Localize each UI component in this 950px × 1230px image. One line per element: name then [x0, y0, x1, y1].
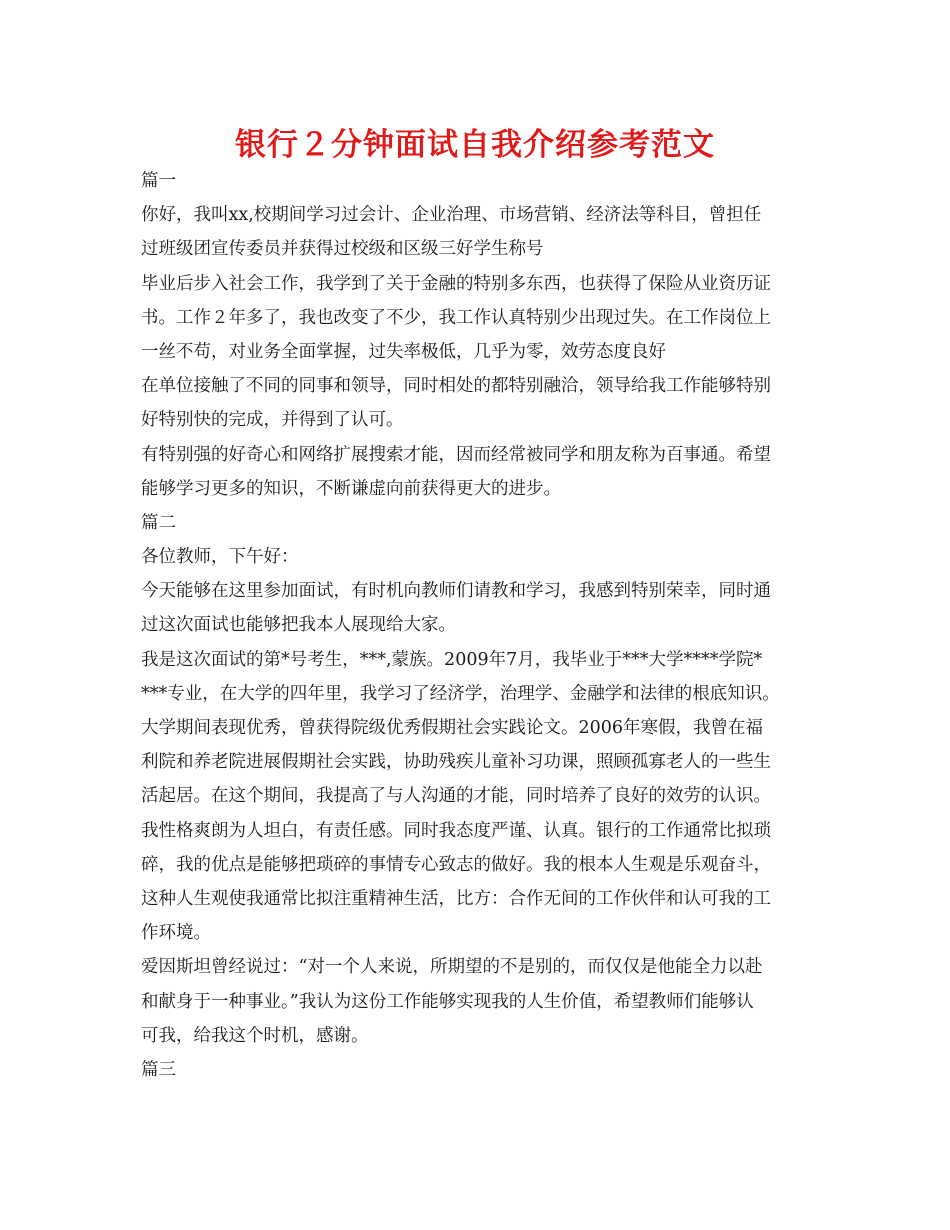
section-heading-3: 篇三 — [141, 1059, 176, 1080]
paragraph-line: 书。工作２年多了，我也改变了不少，我工作认真特别少出现过失。在工作岗位上 — [141, 307, 771, 328]
paragraph-line: 有特别强的好奇心和网络扩展搜索才能，因而经常被同学和朋友称为百事通。希望 — [141, 444, 771, 465]
paragraph-line: 好特别快的完成，并得到了认可。 — [141, 410, 404, 431]
paragraph-line: 活起居。在这个期间，我提高了与人沟通的才能，同时培养了良好的效劳的认识。 — [141, 786, 771, 807]
paragraph-line: 各位教师，下午好： — [141, 547, 299, 568]
paragraph-line: 一丝不苟，对业务全面掌握，过失率极低，几乎为零，效劳态度良好 — [141, 341, 666, 362]
document-body — [141, 164, 821, 1087]
paragraph-line: 作环境。 — [141, 923, 211, 944]
paragraph-line: 毕业后步入社会工作，我学到了关于金融的特别多东西，也获得了保险从业资历证 — [141, 273, 771, 294]
paragraph-line: 在单位接触了不同的同事和领导，同时相处的都特别融洽，领导给我工作能够特别 — [141, 376, 771, 397]
paragraph-line: 我是这次面试的第*号考生，***,蒙族。2009年7月，我毕业于***大学****学院* — [141, 649, 763, 670]
paragraph-line: 利院和养老院进展假期社会实践，协助残疾儿童补习功课，照顾孤寡老人的一些生 — [141, 752, 771, 773]
paragraph-line: ***专业，在大学的四年里，我学习了经济学，治理学、金融学和法律的根底知识。 — [141, 683, 780, 704]
paragraph-line: 爱因斯坦曾经说过：“对一个人来说，所期望的不是别的，而仅仅是他能全力以赴 — [141, 957, 763, 978]
paragraph-line: 和献身于一种事业。”我认为这份工作能够实现我的人生价值，希望教师们能够认 — [141, 991, 754, 1012]
paragraph-line: 过班级团宣传委员并获得过校级和区级三好学生称号 — [141, 239, 544, 260]
document-title: 银行２分钟面试自我介绍参考范文 — [235, 127, 715, 163]
paragraph-line: 大学期间表现优秀，曾获得院级优秀假期社会实践论文。2006年寒假，我曾在福 — [141, 718, 764, 738]
paragraph-line: 可我，给我这个时机，感谢。 — [141, 1025, 369, 1046]
section-heading-1: 篇一 — [141, 171, 176, 191]
section-heading-2: 篇二 — [141, 512, 176, 533]
paragraph-line: 过这次面试也能够把我本人展现给大家。 — [141, 615, 456, 636]
paragraph-line: 能够学习更多的知识，不断谦虚向前获得更大的进步。 — [141, 478, 561, 499]
paragraph-line: 你好，我叫xx,校期间学习过会计、企业治理、市场营销、经济法等科目，曾担任 — [141, 205, 762, 226]
paragraph-line: 今天能够在这里参加面试，有时机向教师们请教和学习，我感到特别荣幸，同时通 — [141, 581, 771, 602]
paragraph-line: 我性格爽朗为人坦白，有责任感。同时我态度严谨、认真。银行的工作通常比拟琐 — [141, 820, 771, 841]
paragraph-line: 碎，我的优点是能够把琐碎的事情专心致志的做好。我的根本人生观是乐观奋斗， — [141, 854, 771, 875]
paragraph-line: 这种人生观使我通常比拟注重精神生活，比方：合作无间的工作伙伴和认可我的工 — [141, 888, 771, 909]
